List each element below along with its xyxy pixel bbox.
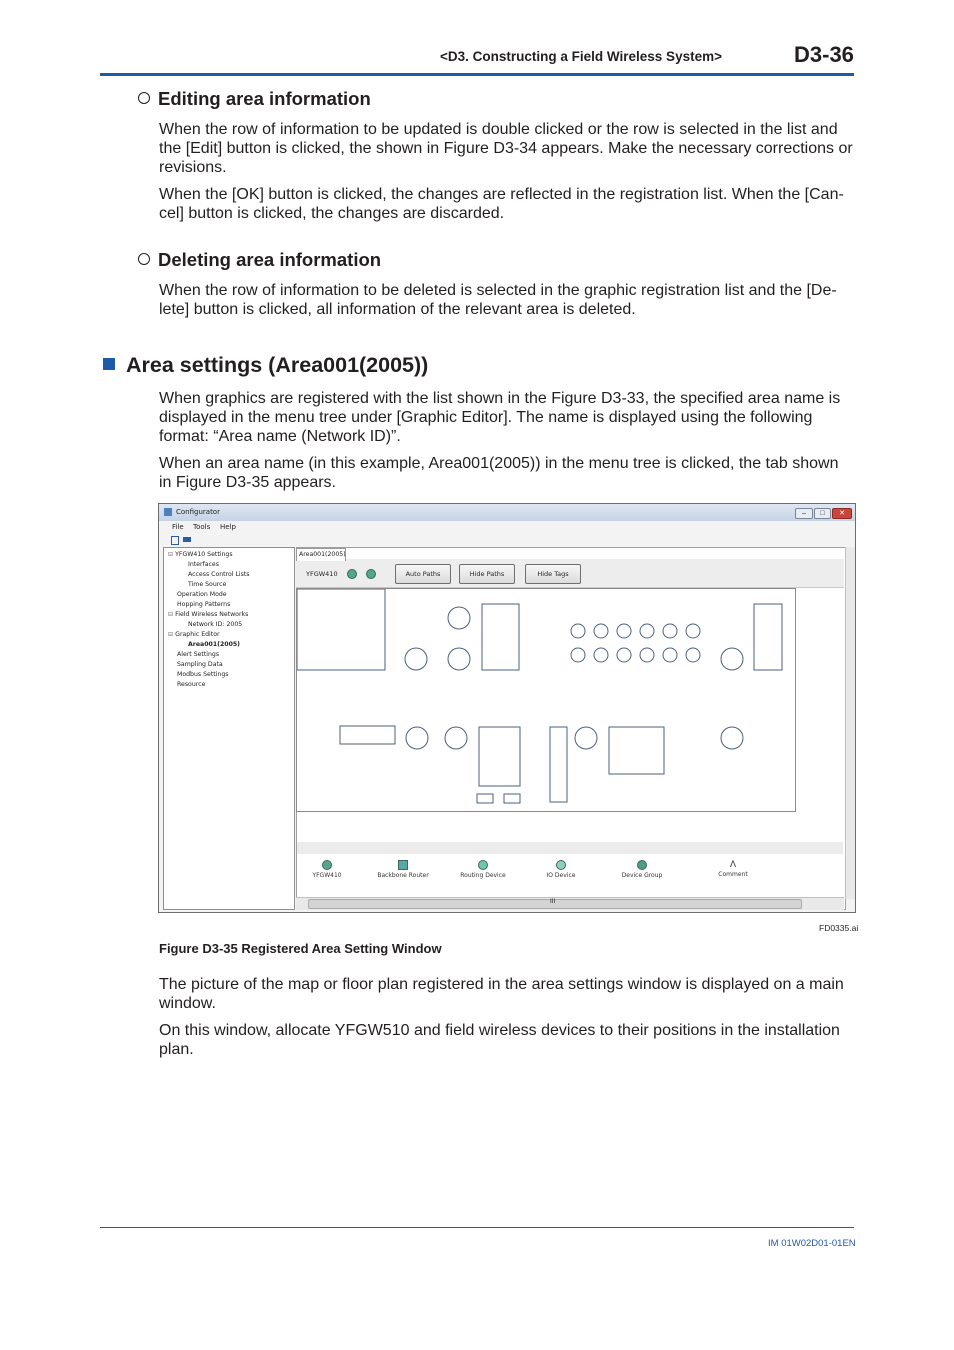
hide-paths-button[interactable]: Hide Paths — [459, 564, 515, 584]
tree-item-resource[interactable]: Resource — [177, 681, 206, 688]
save-icon[interactable] — [171, 536, 179, 545]
tree-item-alert-settings[interactable]: Alert Settings — [177, 651, 220, 658]
maximize-button[interactable]: □ — [814, 508, 831, 519]
scroll-grip-icon: III — [550, 898, 556, 905]
floor-plan-drawing — [297, 589, 795, 811]
editing-heading-text: Editing area information — [158, 88, 371, 109]
io-device-icon — [556, 860, 566, 870]
palette-item-comment[interactable]: Λ Comment — [698, 860, 768, 878]
device-palette — [297, 854, 843, 889]
tree-item-time-source[interactable]: Time Source — [188, 581, 227, 588]
circle-bullet-icon — [138, 253, 150, 265]
configurator-screenshot — [158, 503, 856, 913]
figure-file-id: FD0335.ai — [819, 923, 859, 933]
tree-item-operation-mode[interactable]: Operation Mode — [177, 591, 227, 598]
menu-tree — [163, 547, 295, 910]
tree-item-access-control-lists[interactable]: Access Control Lists — [188, 571, 250, 578]
circle-bullet-icon — [138, 92, 150, 104]
editing-paragraph-1: When the row of information to be updated is double clicked or the row is selected in the list and the [Edit] button is clicked, the shown in Figure D3-34 appears. Make the necessary corrections or revisions. — [159, 121, 853, 176]
tree-item-field-wireless-networks[interactable]: ⊟ Field Wireless Networks — [168, 611, 249, 618]
horizontal-scrollbar[interactable] — [296, 897, 844, 910]
footer-rule — [100, 1227, 854, 1228]
palette-item-backbone-router[interactable]: Backbone Router — [368, 860, 438, 879]
palette-item-routing-device[interactable]: Routing Device — [448, 860, 518, 879]
deleting-heading — [138, 249, 381, 271]
tree-item-interfaces[interactable]: Interfaces — [188, 561, 219, 568]
deleting-paragraph: When the row of information to be deleted is selected in the graphic registration list and the [De-lete] button is clicked, all information of the relevant area is deleted. — [159, 282, 837, 318]
area-settings-heading-text: Area settings (Area001(2005)) — [126, 353, 429, 377]
figure-caption: Figure D3-35 Registered Area Setting Window — [159, 941, 442, 956]
tree-item-area001[interactable]: Area001(2005) — [188, 641, 241, 648]
connect-icon[interactable] — [183, 537, 191, 542]
backbone-router-icon — [398, 860, 408, 870]
area-settings-heading — [103, 353, 428, 378]
editing-paragraph-2: When the [OK] button is clicked, the changes are reflected in the registration list. When the [Can-cel] button is clicked, the changes are discarded. — [159, 186, 844, 222]
gateway-device-icon[interactable] — [366, 569, 376, 579]
deleting-heading-text: Deleting area information — [158, 249, 382, 270]
area-settings-paragraph-1: When graphics are registered with the list shown in the Figure D3-33, the specified area name is displayed in the menu tree under [Graphic Editor]. The name is displayed using the following format: “Area name (Network ID)”. — [159, 390, 841, 445]
tab-label: Area001(2005) — [299, 551, 346, 558]
comment-icon: Λ — [729, 859, 736, 869]
tree-item-graphic-editor[interactable]: ⊟ Graphic Editor — [168, 631, 220, 638]
auto-paths-button[interactable]: Auto Paths — [395, 564, 451, 584]
tree-item-network-id[interactable]: Network ID: 2005 — [188, 621, 243, 628]
window-titlebar — [159, 504, 855, 521]
app-icon — [164, 508, 172, 516]
gateway-device-icon[interactable] — [347, 569, 357, 579]
tree-item-sampling-data[interactable]: Sampling Data — [177, 661, 223, 668]
document-id: IM 01W02D01-01EN — [768, 1238, 856, 1249]
minimize-button[interactable]: – — [795, 508, 813, 519]
menu-help[interactable]: Help — [220, 523, 236, 531]
floor-plan-canvas[interactable] — [296, 588, 796, 812]
routing-device-icon — [478, 860, 488, 870]
tree-item-modbus-settings[interactable]: Modbus Settings — [177, 671, 229, 678]
tree-item-hopping-patterns[interactable]: Hopping Patterns — [177, 601, 231, 608]
header-rule — [100, 73, 854, 76]
editing-heading — [138, 88, 371, 110]
close-button[interactable]: ✕ — [832, 508, 852, 519]
palette-item-io-device[interactable]: IO Device — [526, 860, 596, 879]
page-number: D3-36 — [794, 42, 854, 67]
window-title: Configurator — [176, 508, 220, 516]
palette-separator — [297, 842, 843, 854]
device-label: YFGW410 — [306, 570, 338, 578]
menu-tools[interactable]: Tools — [193, 523, 211, 531]
hide-tags-button[interactable]: Hide Tags — [525, 564, 581, 584]
vertical-scrollbar[interactable] — [845, 547, 855, 899]
tab-area001[interactable] — [296, 548, 346, 561]
square-bullet-icon — [103, 358, 115, 370]
after-paragraph-2: On this window, allocate YFGW510 and field wireless devices to their positions in the installation plan. — [159, 1022, 840, 1058]
tree-item-yfgw410-settings[interactable]: ⊟ YFGW410 Settings — [168, 551, 233, 558]
palette-item-device-group[interactable]: Device Group — [607, 860, 677, 879]
palette-item-yfgw410[interactable]: YFGW410 — [292, 860, 362, 879]
gateway-icon — [322, 860, 332, 870]
after-paragraph-1: The picture of the map or floor plan registered in the area settings window is displayed on a main window. — [159, 976, 844, 1012]
menu-file[interactable]: File — [172, 523, 184, 531]
header-section-title: <D3. Constructing a Field Wireless System> — [440, 49, 722, 64]
area-settings-paragraph-2: When an area name (in this example, Area001(2005)) in the menu tree is clicked, the tab shown in Figure D3-35 appears. — [159, 455, 839, 491]
device-group-icon — [637, 860, 647, 870]
